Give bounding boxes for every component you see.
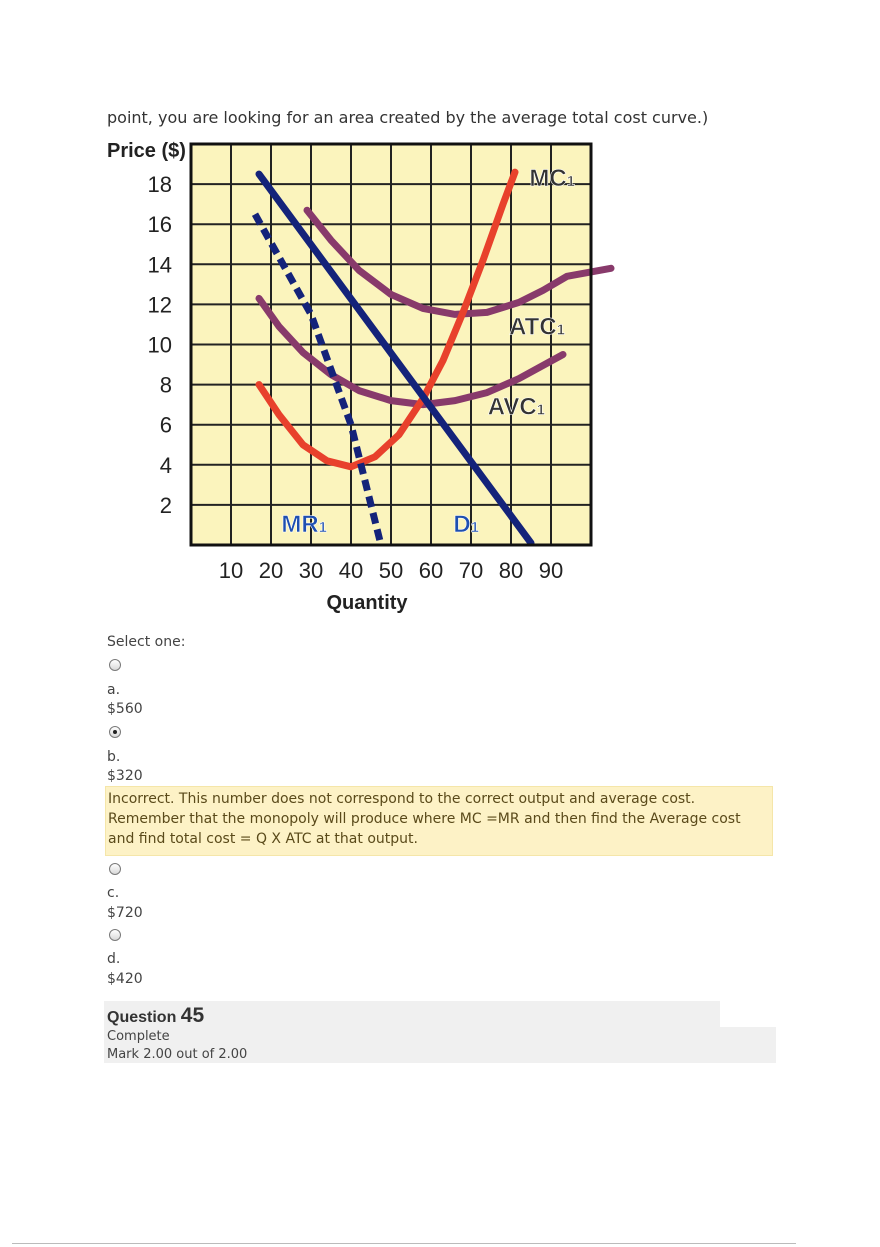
option-b-letter[interactable]: b. [107, 749, 121, 765]
option-a-value[interactable]: $560 [107, 701, 143, 717]
x-tick-label: 60 [418, 558, 444, 583]
y-tick-label: 18 [147, 172, 172, 198]
series-label-avc1: AVC1 [487, 393, 545, 421]
option-c-letter[interactable]: c. [107, 885, 120, 901]
option-d-radio[interactable] [109, 929, 121, 941]
option-a-letter[interactable]: a. [107, 682, 121, 698]
question-number: 45 [180, 1004, 205, 1027]
y-tick-label: 2 [159, 492, 172, 518]
question-number-heading [107, 1004, 204, 1028]
option-d-value[interactable]: $420 [107, 971, 143, 987]
x-tick-label: 80 [498, 558, 524, 583]
option-b-radio[interactable] [109, 726, 121, 738]
y-tick-label: 8 [159, 372, 172, 398]
x-tick-label: 20 [258, 558, 284, 583]
question-intro-text: point, you are looking for an area created by the average total cost curve.) [107, 108, 709, 127]
x-axis-title: Quantity [326, 592, 408, 614]
y-tick-label: 14 [147, 252, 172, 278]
y-tick-label: 4 [159, 452, 172, 478]
x-tick-label: 90 [538, 558, 564, 583]
y-tick-label: 6 [159, 412, 172, 438]
option-d-letter[interactable]: d. [107, 951, 121, 967]
x-tick-label: 70 [458, 558, 484, 583]
series-label-atc1: ATC1 [509, 313, 565, 341]
page-bottom-rule [12, 1243, 796, 1244]
y-tick-label: 16 [147, 212, 172, 238]
series-label-d1: D1 [453, 510, 479, 538]
option-c-value[interactable]: $720 [107, 905, 143, 921]
series-label-mr1: MR1 [281, 510, 327, 538]
question-state: Complete [107, 1029, 170, 1044]
option-a-radio[interactable] [109, 659, 121, 671]
y-tick-label: 10 [147, 332, 172, 358]
x-tick-label: 40 [338, 558, 364, 583]
select-one-prompt: Select one: [107, 634, 186, 650]
question-mark: Mark 2.00 out of 2.00 [107, 1047, 248, 1062]
x-tick-label: 30 [298, 558, 324, 583]
x-tick-label: 50 [378, 558, 404, 583]
question-info-panel [104, 1001, 776, 1063]
question-label: Question [107, 1009, 177, 1026]
option-b-feedback: Incorrect. This number does not correspond to the correct output and average cost. Remember that the monopoly will produce where MC =MR and then find the Average cost and find total cost = Q X ATC at that output. [105, 786, 773, 856]
series-label-mc1: MC1 [529, 165, 575, 193]
x-tick-label: 10 [218, 558, 244, 583]
y-axis-title: Price ($) [107, 140, 186, 162]
option-b-value[interactable]: $320 [107, 768, 143, 784]
option-c-radio[interactable] [109, 863, 121, 875]
cost-curve-chart [100, 132, 620, 627]
y-tick-label: 12 [147, 292, 172, 318]
